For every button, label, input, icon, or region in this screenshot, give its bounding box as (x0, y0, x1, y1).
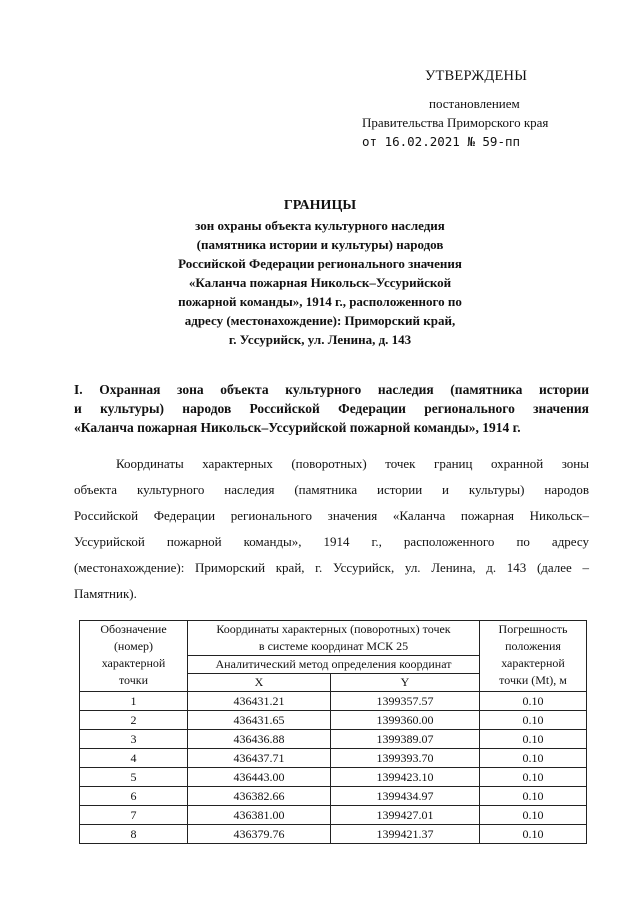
point-number: 6 (80, 787, 188, 806)
header-error (480, 621, 587, 692)
section-title (74, 380, 589, 437)
header-text: точки (118, 673, 149, 687)
y-value: 1399423.10 (330, 768, 479, 787)
header-point-label (80, 621, 188, 692)
x-value: 436437.71 (188, 749, 331, 768)
body-paragraph (74, 451, 589, 607)
header-text: характерной (101, 656, 166, 670)
table-row (80, 825, 587, 844)
x-value: 436431.21 (188, 692, 331, 711)
heading-line: пожарной команды», 1914 г., расположенного по (178, 294, 462, 309)
table-row (80, 787, 587, 806)
heading-line: адресу (местонахождение): Приморский край, (184, 313, 456, 328)
header-method: Аналитический метод определения координат (188, 656, 480, 674)
header-x: X (188, 674, 331, 692)
paragraph-line: объекта культурного наследия (памятника истории и культуры) народов (74, 482, 589, 497)
header-text: Погрешность (498, 622, 568, 636)
y-value: 1399427.01 (330, 806, 479, 825)
header-text: (номер) (113, 639, 154, 653)
header-text: Координаты характерных (поворотных) точек (216, 622, 451, 636)
point-number: 4 (80, 749, 188, 768)
paragraph-line: (местонахождение): Приморский край, г. Уссурийск, ул. Ленина, д. 143 (далее – (74, 560, 589, 575)
paragraph-line: Памятник). (74, 586, 137, 601)
table-row (80, 711, 587, 730)
header-y: Y (330, 674, 479, 692)
section-title-line: I. Охранная зона объекта культурного наследия (памятника истории (74, 382, 589, 397)
x-value: 436436.88 (188, 730, 331, 749)
x-value: 436379.76 (188, 825, 331, 844)
point-number: 7 (80, 806, 188, 825)
y-value: 1399434.97 (330, 787, 479, 806)
document-heading (0, 196, 640, 349)
table-header-row (80, 621, 587, 656)
header-text: Обозначение (100, 622, 167, 636)
point-number: 8 (80, 825, 188, 844)
y-value: 1399357.57 (330, 692, 479, 711)
y-value: 1399389.07 (330, 730, 479, 749)
error-value: 0.10 (480, 692, 587, 711)
error-value: 0.10 (480, 825, 587, 844)
header-coordinates (188, 621, 480, 656)
heading-title: ГРАНИЦЫ (283, 198, 357, 213)
y-value: 1399360.00 (330, 711, 479, 730)
approval-line-3: от 16.02.2021 № 59-пп (362, 134, 521, 149)
header-text: характерной (501, 656, 565, 670)
header-text: положения (505, 639, 561, 653)
table-row (80, 768, 587, 787)
table-row (80, 730, 587, 749)
x-value: 436382.66 (188, 787, 331, 806)
section-title-line: и культуры) народов Российской Федерации регионального значения (74, 401, 589, 416)
heading-line: «Каланча пожарная Никольск–Уссурийской (188, 275, 452, 290)
approval-line-2: Правительства Приморского края (362, 115, 549, 130)
error-value: 0.10 (480, 749, 587, 768)
x-value: 436431.65 (188, 711, 331, 730)
error-value: 0.10 (480, 787, 587, 806)
x-value: 436443.00 (188, 768, 331, 787)
heading-line: зон охраны объекта культурного наследия (195, 218, 445, 233)
approval-line-1: постановлением (429, 96, 520, 111)
paragraph-line: Координаты характерных (поворотных) точек границ охранной зоны (116, 456, 589, 471)
heading-line: г. Уссурийск, ул. Ленина, д. 143 (228, 332, 412, 347)
approval-title: УТВЕРЖДЕНЫ (425, 68, 528, 84)
section-title-line: «Каланча пожарная Никольск–Уссурийской пожарной команды», 1914 г. (74, 420, 521, 435)
x-value: 436381.00 (188, 806, 331, 825)
table-row (80, 692, 587, 711)
point-number: 2 (80, 711, 188, 730)
point-number: 3 (80, 730, 188, 749)
paragraph-line: Уссурийской пожарной команды», 1914 г., расположенного по адресу (74, 534, 589, 549)
header-text: в системе координат МСК 25 (258, 639, 409, 653)
paragraph-line: Российской Федерации регионального значения «Каланча пожарная Никольск– (74, 508, 589, 523)
coordinates-table (79, 620, 587, 844)
table-row (80, 806, 587, 825)
error-value: 0.10 (480, 711, 587, 730)
point-number: 5 (80, 768, 188, 787)
heading-line: Российской Федерации регионального значения (178, 256, 462, 271)
heading-line: (памятника истории и культуры) народов (196, 237, 444, 252)
point-number: 1 (80, 692, 188, 711)
y-value: 1399421.37 (330, 825, 479, 844)
header-text: точки (Mt), м (499, 673, 567, 687)
error-value: 0.10 (480, 806, 587, 825)
y-value: 1399393.70 (330, 749, 479, 768)
table-row (80, 749, 587, 768)
error-value: 0.10 (480, 768, 587, 787)
error-value: 0.10 (480, 730, 587, 749)
